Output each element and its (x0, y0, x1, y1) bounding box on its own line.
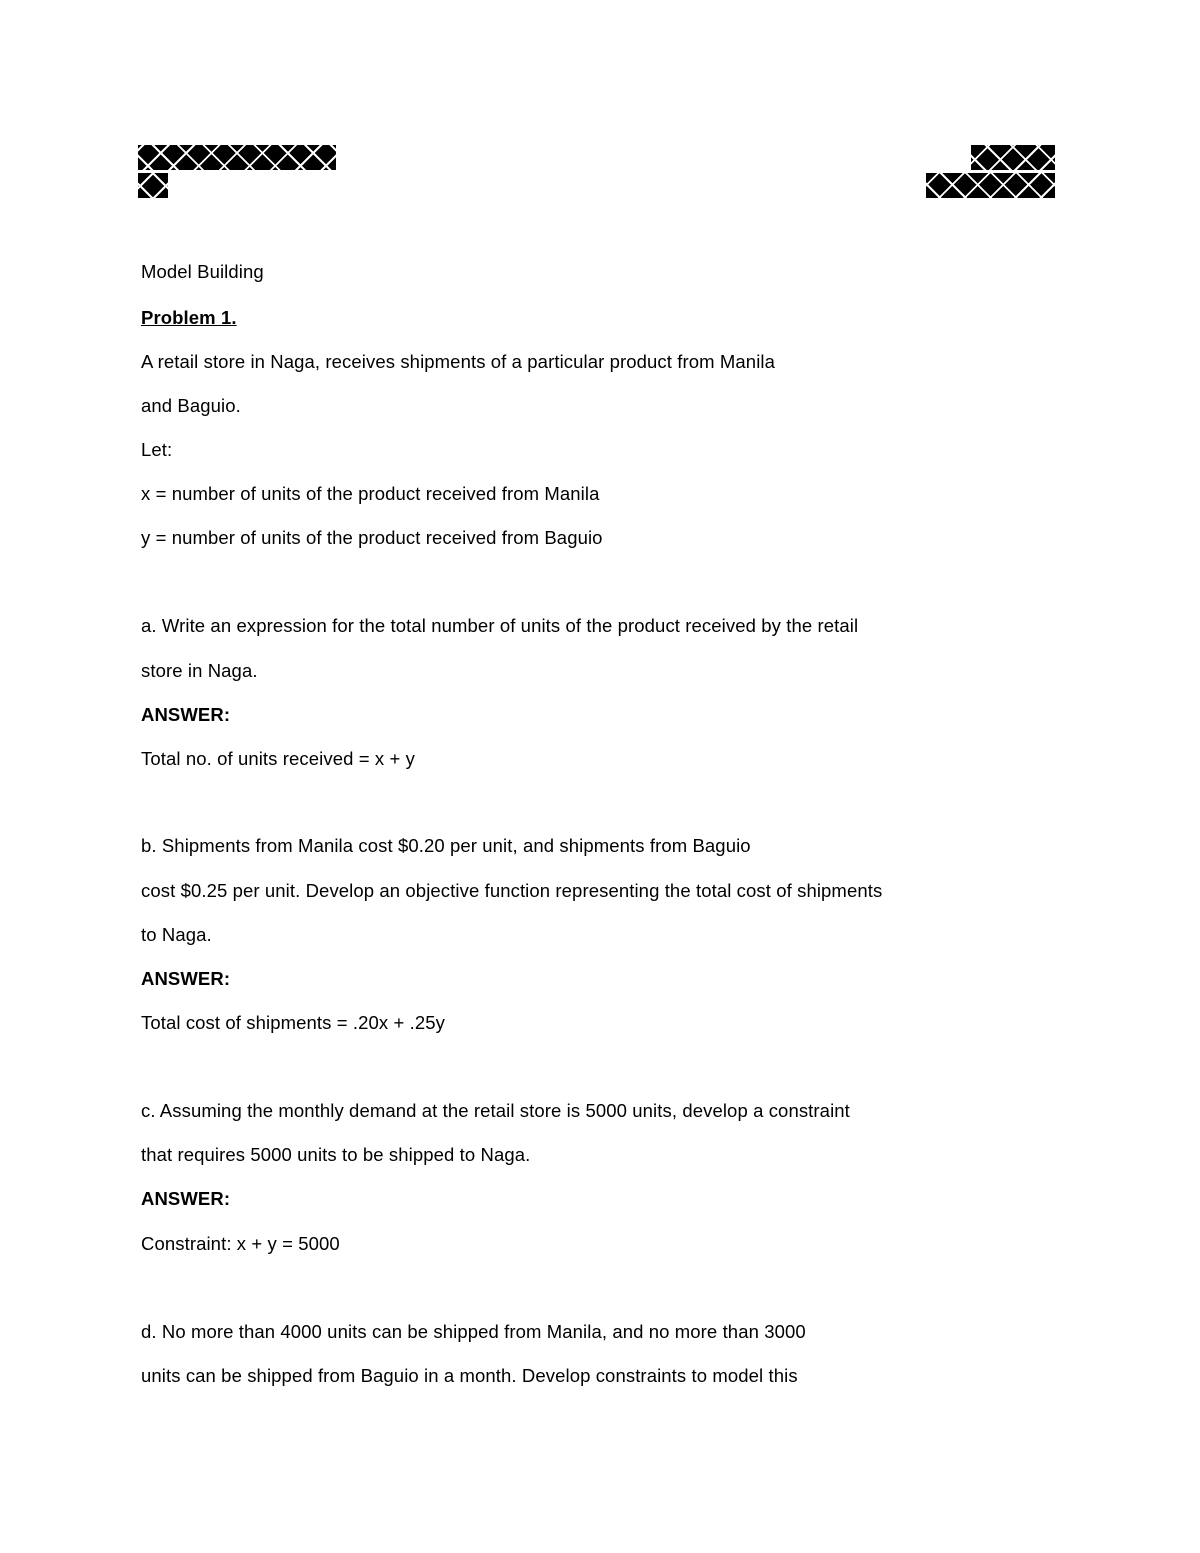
part-b-line-3: to Naga. (141, 924, 212, 945)
part-a-line-1: a. Write an expression for the total number of units of the product received by the retail (141, 615, 859, 636)
part-c-line-1: c. Assuming the monthly demand at the retail store is 5000 units, develop a constraint (141, 1100, 850, 1121)
redacted-name-block-2 (138, 173, 168, 198)
part-a-answer: Total no. of units received = x + y (141, 748, 415, 769)
redacted-name-block (138, 145, 336, 170)
part-c-answer: Constraint: x + y = 5000 (141, 1233, 340, 1254)
let-label: Let: (141, 439, 173, 460)
part-a-line-2: store in Naga. (141, 660, 258, 681)
part-d-line-1: d. No more than 4000 units can be shipped from Manila, and no more than 3000 (141, 1321, 806, 1342)
part-b-line-2: cost $0.25 per unit. Develop an objective function representing the total cost of shipments (141, 880, 883, 901)
answer-label-b: ANSWER: (141, 968, 231, 989)
problem-title: Problem 1. (141, 307, 237, 328)
part-b-answer: Total cost of shipments = .20x + .25y (141, 1012, 445, 1033)
part-d-line-2: units can be shipped from Baguio in a month. Develop constraints to model this (141, 1365, 798, 1386)
answer-label-a: ANSWER: (141, 704, 231, 725)
redacted-info-block-2 (926, 173, 1055, 198)
part-b-line-1: b. Shipments from Manila cost $0.20 per unit, and shipments from Baguio (141, 835, 751, 856)
intro-line-2: and Baguio. (141, 395, 241, 416)
redacted-info-block (971, 145, 1055, 170)
intro-line-1: A retail store in Naga, receives shipments of a particular product from Manila (141, 351, 775, 372)
part-c-line-2: that requires 5000 units to be shipped to Naga. (141, 1144, 531, 1165)
definition-x: x = number of units of the product received from Manila (141, 483, 600, 504)
definition-y: y = number of units of the product received from Baguio (141, 527, 603, 548)
answer-label-c: ANSWER: (141, 1188, 231, 1209)
page-heading: Model Building (141, 261, 264, 282)
